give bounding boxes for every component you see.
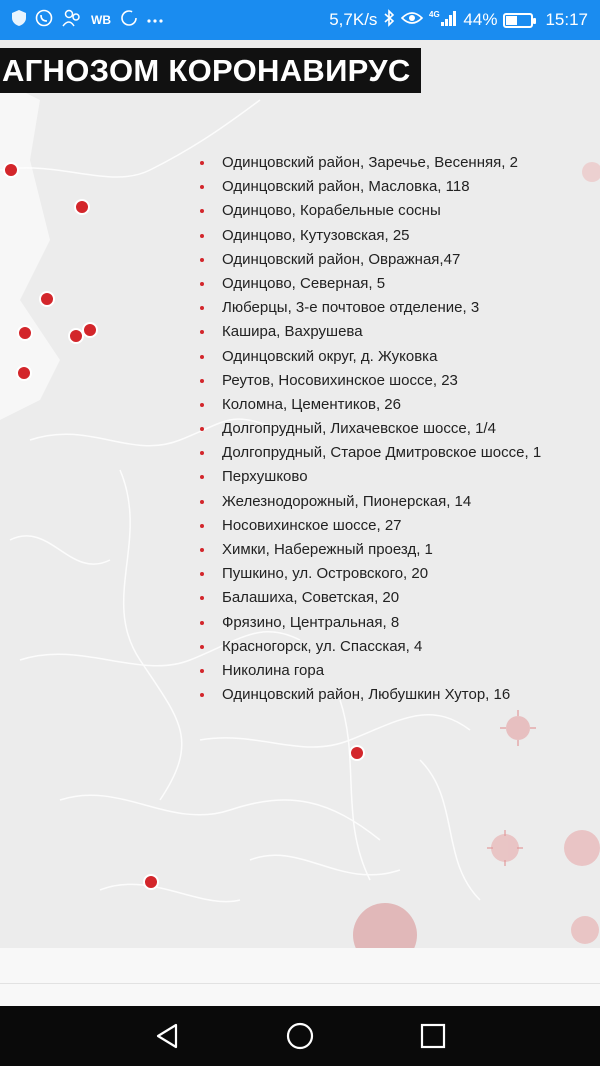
- list-item: Коломна, Цементиков, 26: [199, 393, 541, 417]
- list-item: Долгопрудный, Лихачевское шоссе, 1/4: [199, 417, 541, 441]
- list-item: Кашира, Вахрушева: [199, 320, 541, 344]
- article-map-image: [0, 40, 600, 948]
- list-item: Одинцовский район, Заречье, Весенняя, 2: [199, 151, 541, 175]
- recents-icon: [420, 1023, 446, 1049]
- list-item: Реутов, Носовихинское шоссе, 23: [199, 369, 541, 393]
- list-item: Люберцы, 3-е почтовое отделение, 3: [199, 296, 541, 320]
- list-item: Одинцово, Корабельные сосны: [199, 199, 541, 223]
- viber-icon: [35, 9, 53, 31]
- sync-icon: [120, 9, 138, 31]
- list-item: Николина гора: [199, 659, 541, 683]
- recents-button[interactable]: [413, 1016, 453, 1056]
- network-speed: 5,7K/s: [329, 10, 378, 29]
- address-list: [199, 151, 541, 707]
- shield-icon: [12, 10, 26, 30]
- back-button[interactable]: [147, 1016, 187, 1056]
- battery-percent: 44%: [463, 10, 498, 29]
- battery-icon: [503, 13, 533, 28]
- divider: [0, 983, 600, 984]
- page-bottom-strip: [0, 948, 600, 1006]
- list-item: Одинцовский район, Масловка, 118: [199, 175, 541, 199]
- list-item: Долгопрудный, Старое Дмитровское шоссе, 1: [199, 441, 541, 465]
- list-item: Одинцовский район, Овражная,47: [199, 248, 541, 272]
- article-headline: АГНОЗОМ КОРОНАВИРУС: [0, 48, 421, 93]
- home-icon: [285, 1021, 315, 1051]
- list-item: Фрязино, Центральная, 8: [199, 611, 541, 635]
- list-item: Балашиха, Советская, 20: [199, 586, 541, 610]
- eye-comfort-icon: [401, 10, 423, 30]
- back-icon: [154, 1022, 180, 1050]
- clock-time: 15:17: [545, 10, 588, 29]
- list-item: Одинцовский район, Любушкин Хутор, 16: [199, 683, 541, 707]
- more-icon: [147, 12, 163, 28]
- list-item: Красногорск, ул. Спасская, 4: [199, 635, 541, 659]
- list-item: Пушкино, ул. Островского, 20: [199, 562, 541, 586]
- signal-icon: [429, 9, 457, 31]
- list-item: Химки, Набережный проезд, 1: [199, 538, 541, 562]
- list-item: Железнодорожный, Пионерская, 14: [199, 490, 541, 514]
- list-item: Одинцово, Северная, 5: [199, 272, 541, 296]
- signal-label: 4G: [429, 10, 441, 19]
- list-item: Одинцовский округ, д. Жуковка: [199, 345, 541, 369]
- list-item: Носовихинское шоссе, 27: [199, 514, 541, 538]
- carrier-label: WB: [91, 13, 111, 27]
- home-button[interactable]: [280, 1016, 320, 1056]
- list-item: Перхушково: [199, 465, 541, 489]
- navigation-bar: [0, 1006, 600, 1066]
- group-icon: [62, 9, 82, 31]
- list-item: Одинцово, Кутузовская, 25: [199, 224, 541, 248]
- status-bar: [0, 0, 600, 40]
- bluetooth-icon: [383, 9, 395, 31]
